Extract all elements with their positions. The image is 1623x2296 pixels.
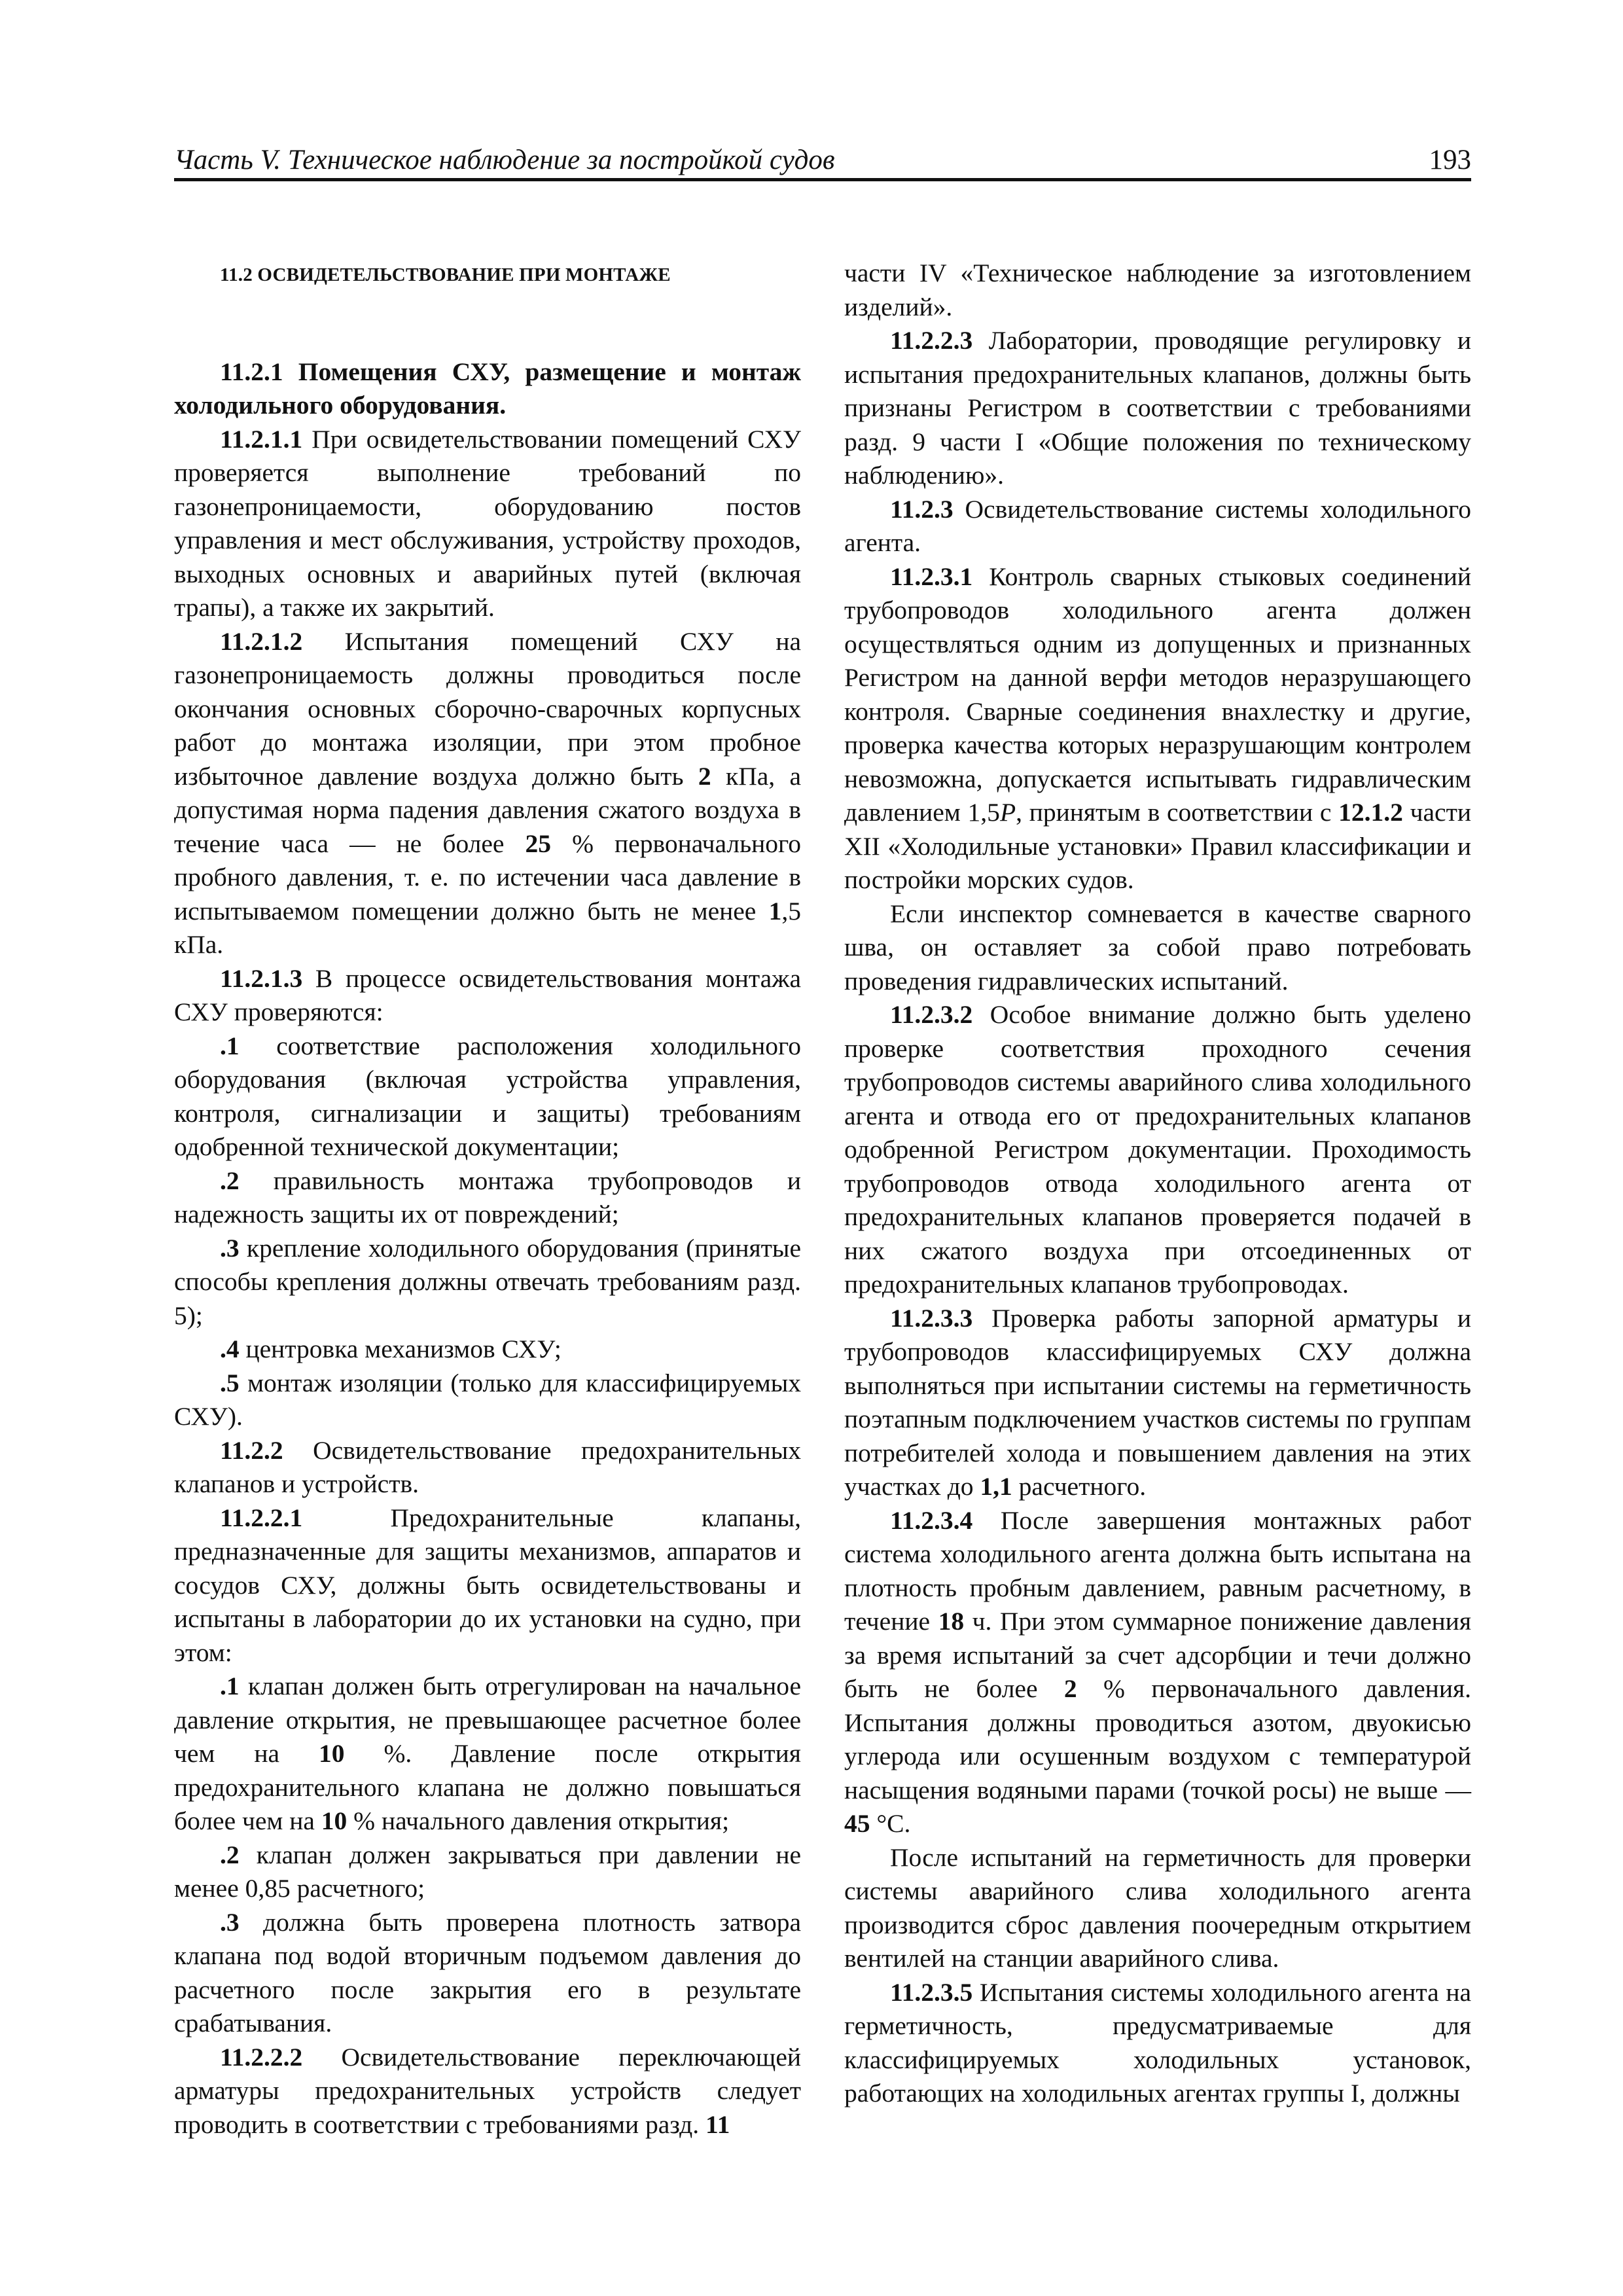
item-number: .1 [220,1672,240,1700]
paragraph-11-2-3-1 [844,560,1471,897]
section-title: 11.2 ОСВИДЕТЕЛЬСТВОВАНИЕ ПРИ МОНТАЖЕ [220,264,671,285]
list-item-1 [174,1030,801,1164]
clause-number: 11.2.3.5 [890,1977,973,2007]
paragraph-11-2-3-2 [844,998,1471,1302]
clause-text: Особое внимание должно быть уделено проверке соответствия проходного сечения трубопроводов системы аварийного слива холодильного агента и отвода его от предохранительных клапанов одобренной Регистром документации. Проходимость трубопроводов отвода холодильного агента от предохранительных клапанов проверяется подачей в них сжатого воздуха при отсоединенных от предохранительных клапанов трубопроводах. [844,1000,1471,1299]
clause-number: 11.2.2 [220,1435,283,1465]
header-rule [174,178,1471,181]
item-number: .3 [220,1907,240,1937]
item-number: .5 [220,1368,240,1397]
clause-text: , принятым в соответствии с [1016,798,1339,827]
item-text: % начального давления открытия; [347,1806,730,1835]
paragraph-11-2-2-1 [174,1501,801,1670]
paragraph-11-2-2-2 [174,2041,801,2142]
clause-number: 11.2.1.3 [220,963,303,993]
clause-number: 11.2.1.2 [220,626,303,656]
item-number: .3 [220,1233,240,1263]
clause-text: Освидетельствование переключающей арматуры предохранительных устройств следует проводить в соответствии с требованиями разд. [174,2042,801,2139]
list-item-3 [174,1232,801,1333]
paragraph-11-2-1 [174,355,801,423]
clause-text: °С. [870,1809,911,1838]
clause-text: В процессе освидетельствования монтажа СХУ проверяются: [174,963,801,1026]
page-number: 193 [1429,145,1471,175]
paragraph-11-2-3-5 [844,1976,1471,2111]
clause-text: части XII «Холодильные установки» Правил классификации и постройки морских судов. [844,798,1471,894]
clause-text: Проверка работы запорной арматуры и трубопроводов классифицируемых СХУ должна выполняться при испытании системы на герметичность поэтапным подключением участков системы по группам потребителей холода и повышением давления на этих участках до [844,1303,1471,1501]
paragraph-inspector-note: Если инспектор сомневается в качестве сварного шва, он оставляет за собой право потребовать проведения гидравлических испытаний. [844,899,1471,996]
paragraph-11-2-3-4 [844,1504,1471,1841]
item-text: клапан должен закрываться при давлении не менее 0,85 расчетного; [174,1840,801,1903]
pressure-symbol: P [999,798,1016,827]
paragraph-pressure-release: После испытаний на герметичность для проверки системы аварийного слива холодильного агента производится сброс давления поочередным открытием вентилей на станции аварийного слива. [844,1842,1471,1973]
paragraph-11-2-2 [174,1434,801,1501]
value: 25 [525,829,552,858]
clause-number: 11.2.1.1 [220,424,303,454]
clause-number: 11.2.3.1 [890,562,973,591]
clause-number: 11.2.3 [890,494,954,524]
item-text: должна быть проверена плотность затвора клапана под водой вторичным подъемом давления до расчетного после закрытия его в результате срабатывания. [174,1907,801,2037]
value: 10 [319,1739,345,1768]
clause-number: 11.2.1 [220,357,283,386]
item-text: правильность монтажа трубопроводов и надежность защиты их от повреждений; [174,1166,801,1229]
paragraph-11-2-1-3 [174,962,801,1030]
clause-text: % первоначального давления. Испытания должны проводиться азотом, двуокисью углерода или осушенным воздухом с температурой насыщения водяными парами (точкой росы) не выше — [844,1674,1471,1804]
value: 2 [1063,1674,1077,1703]
clause-heading: Освидетельствование системы холодильного агента. [844,494,1471,557]
clause-text: Контроль сварных стыковых соединений трубопроводов холодильного агента должен осуществляться одним из допущенных и признанных Регистром на данной верфи методов неразрушающего контроля. Сварные соединения внахлестку и другие, проверка качества которых неразрушающим контролем невозможна, допускается испытывать гидравлическим давлением 1,5 [844,562,1471,827]
clause-text: После завершения монтажных работ система холодильного агента должна быть испытана на плотность пробным давлением, равным расчетному, в течение [844,1505,1471,1636]
clause-number: 11.2.2.3 [890,326,973,355]
value: 10 [321,1806,348,1835]
item-text: %. Давление после открытия предохранительного клапана не должно повышаться более чем на [174,1739,801,1835]
clause-heading: Помещения СХУ, размещение и монтаж холодильного оборудования. [174,357,801,420]
clause-text: ч. При этом суммарное понижение давления за время испытаний за счет адсорбции и течи должно быть не более [844,1607,1471,1703]
item-text: монтаж изоляции (только для классифицируемых СХУ). [174,1368,801,1431]
clause-text: Лаборатории, проводящие регулировку и испытания предохранительных клапанов, должны быть признаны Регистром в соответствии с требованиями разд. 9 части I «Общие положения по техническому наблюдению». [844,326,1471,490]
paragraph-11-2-3-3 [844,1302,1471,1504]
list-item-4 [174,1333,801,1367]
value: 1,1 [980,1472,1012,1501]
clause-number: 11.2.3.2 [890,1000,973,1029]
list-item-2 [174,1164,801,1232]
running-header-title: Часть V. Техническое наблюдение за постройкой судов [174,145,835,175]
clause-number: 11.2.3.3 [890,1303,973,1333]
item-text: соответствие расположения холодильного оборудования (включая устройства управления, контроля, сигнализации и защиты) требованиям одобренной технической документации; [174,1031,801,1161]
value: 45 [844,1809,870,1838]
paragraph-11-2-3 [844,493,1471,560]
clause-text: расчетного. [1012,1472,1147,1501]
item-text: крепление холодильного оборудования (принятые способы крепления должны отвечать требованиям разд. 5); [174,1233,801,1330]
clause-number: 11.2.2.1 [220,1503,303,1532]
paragraph-continuation: части IV «Техническое наблюдение за изготовлением изделий». [844,259,1471,321]
running-header [174,139,1471,179]
paragraph-11-2-1-1 [174,423,801,625]
list-item-1 [174,1670,801,1839]
clause-text: % первоначального пробного давления, т. е. по истечении часа давление в испытываемом помещении должно быть не менее [174,829,801,925]
right-column [844,257,1471,2111]
section-reference: 11 [705,2109,730,2139]
clause-number: 11.2.2.2 [220,2042,303,2072]
clause-text: Испытания помещений СХУ на газонепроницаемость должны проводиться после окончания основных сборочно-сварочных корпусных работ до монтажа изоляции, при этом пробное избыточное давление воздуха должно быть [174,626,801,791]
value: 2 [698,761,711,791]
paragraph-11-2-1-2 [174,625,801,962]
item-text: центровка механизмов СХУ; [239,1335,562,1363]
clause-heading: Освидетельствование предохранительных клапанов и устройств. [174,1435,801,1498]
list-item-2 [174,1839,801,1906]
list-item-5 [174,1367,801,1434]
left-column [174,259,801,2142]
item-number: .4 [220,1335,240,1363]
value: 18 [938,1607,965,1636]
clause-number: 11.2.3.4 [890,1505,973,1535]
clause-text: Испытания системы холодильного агента на герметичность, предусматриваемые для классифицируемых холодильных установок, работающих на холодильных агентах группы I, должны [844,1977,1471,2108]
item-text: клапан должен быть отрегулирован на начальное давление открытия, не превышающее расчетное более чем на [174,1672,801,1768]
list-item-3 [174,1906,801,2041]
item-number: .1 [220,1031,240,1060]
item-number: .2 [220,1840,240,1869]
clause-text: ,5 кПа. [174,896,801,959]
item-number: .2 [220,1166,240,1195]
clause-text: кПа, а допустимая норма падения давления сжатого воздуха в течение часа — не более [174,761,801,858]
value: 1 [768,896,782,925]
paragraph-11-2-2-3 [844,324,1471,493]
clause-text: При освидетельствовании помещений СХУ проверяется выполнение требований по газонепроницаемости, оборудованию постов управления и мест обслуживания, устройству проходов, выходных основных и аварийных путей (включая трапы), а также их закрытий. [174,424,801,622]
section-reference: 12.1.2 [1338,798,1403,827]
clause-text: Предохранительные клапаны, предназначенные для защиты механизмов, аппаратов и сосудов СХУ, должны быть освидетельствованы и испытаны в лаборатории до их установки на судно, при этом: [174,1503,801,1667]
